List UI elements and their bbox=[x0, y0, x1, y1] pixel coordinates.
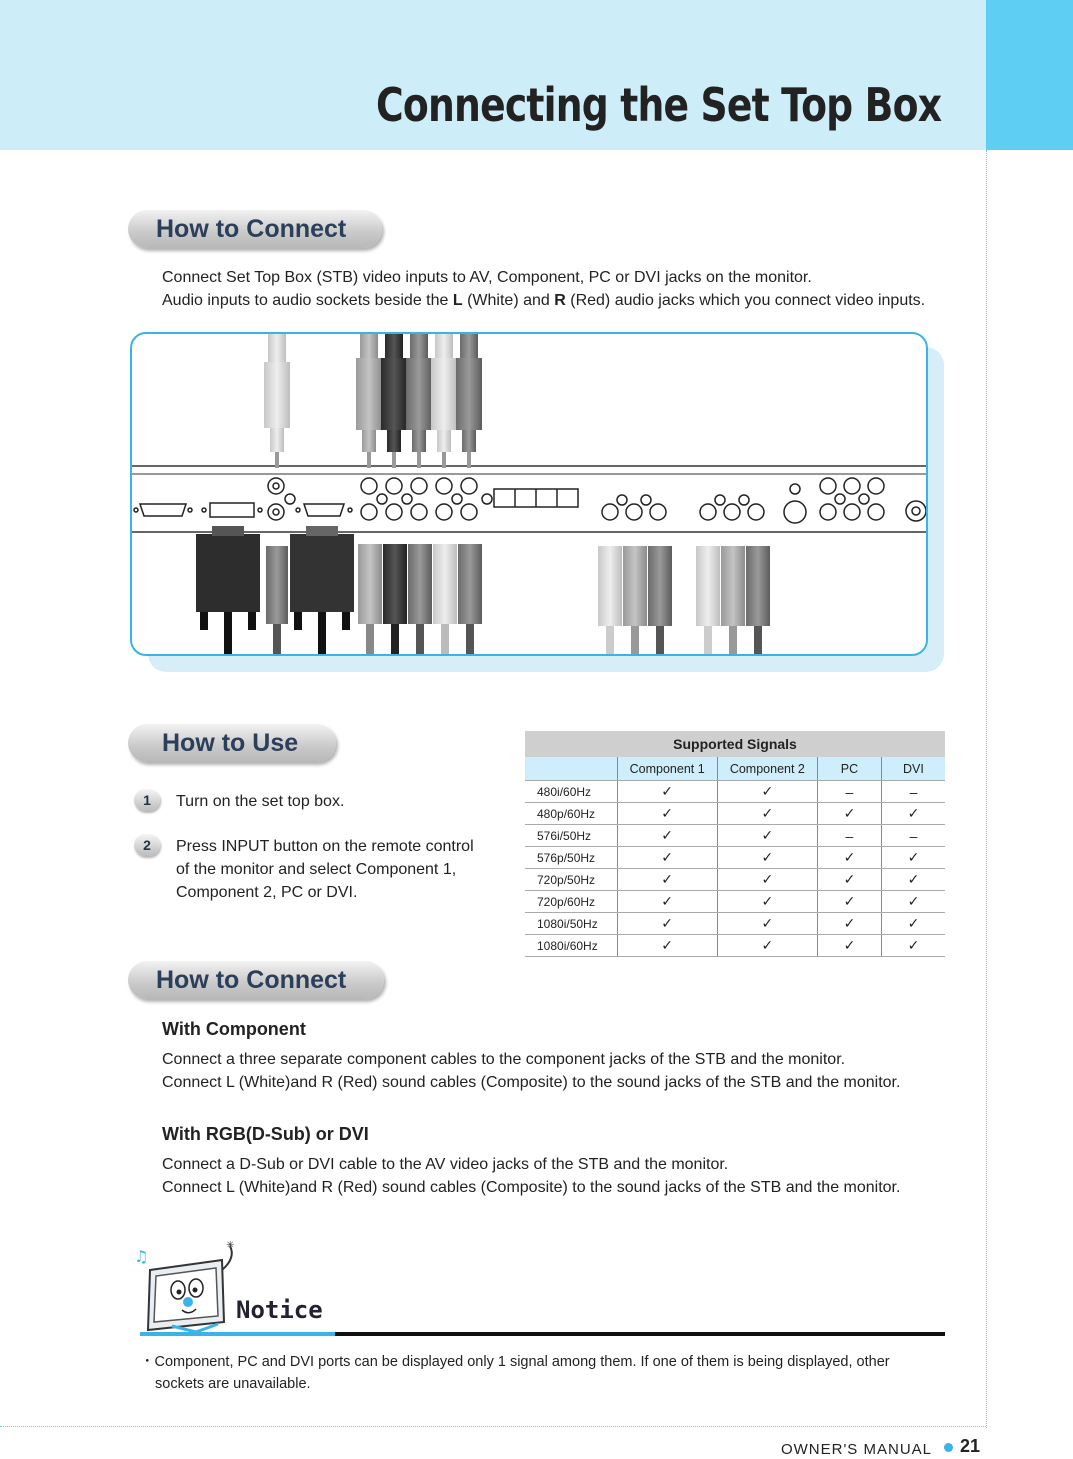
table-row: 576i/50Hz ✓ ✓ – – bbox=[525, 825, 945, 847]
table-row: 1080i/50Hz ✓ ✓ ✓ ✓ bbox=[525, 913, 945, 935]
table-row: 720p/50Hz ✓ ✓ ✓ ✓ bbox=[525, 869, 945, 891]
supported-signals-table bbox=[525, 731, 945, 957]
top-plugs bbox=[264, 334, 482, 468]
table-title: Supported Signals bbox=[525, 731, 945, 757]
svg-text:♫: ♫ bbox=[134, 1247, 149, 1266]
col-dvi: DVI bbox=[881, 757, 945, 781]
svg-text:✳: ✳ bbox=[226, 1240, 235, 1251]
bullet-icon: ・ bbox=[140, 1354, 155, 1370]
connection-diagram bbox=[130, 332, 928, 656]
table-row: 576p/50Hz ✓ ✓ ✓ ✓ bbox=[525, 847, 945, 869]
connection-diagram-illustration bbox=[132, 334, 928, 656]
table-row: 1080i/60Hz ✓ ✓ ✓ ✓ bbox=[525, 935, 945, 957]
with-rgb-text: Connect a D-Sub or DVI cable to the AV video jacks of the STB and the monitor. Connect L (White)and R (Red) sound cables (Composite) to the sound jacks of the STB and the monitor. bbox=[162, 1156, 901, 1196]
footer-manual: OWNER'S MANUAL bbox=[780, 1441, 932, 1458]
table-row: 480p/60Hz ✓ ✓ ✓ ✓ bbox=[525, 803, 945, 825]
page-title: Connecting the Set Top Box bbox=[375, 78, 941, 132]
with-rgb-title: With RGB(D-Sub) or DVI bbox=[162, 1124, 369, 1144]
step-2-text: Press INPUT button on the remote control of the monitor and select Component 1, Component 2, PC or DVI. bbox=[176, 838, 474, 901]
connect-intro-line1: Connect Set Top Box (STB) video inputs to AV, Component, PC or DVI jacks on the monitor. bbox=[162, 269, 812, 286]
table-row: 720p/60Hz ✓ ✓ ✓ ✓ bbox=[525, 891, 945, 913]
how-to-use-heading: How to Use bbox=[128, 724, 336, 762]
how-to-connect-heading: How to Connect bbox=[128, 210, 382, 248]
header-tab bbox=[986, 0, 1073, 150]
how-to-connect-heading-2: How to Connect bbox=[128, 961, 384, 999]
col-component1: Component 1 bbox=[617, 757, 717, 781]
step-1-number: 1 bbox=[134, 789, 160, 811]
step-2-number: 2 bbox=[134, 834, 160, 856]
step-1-text: Turn on the set top box. bbox=[176, 793, 345, 810]
col-pc: PC bbox=[817, 757, 881, 781]
bottom-plugs bbox=[196, 526, 770, 656]
with-component-title: With Component bbox=[162, 1019, 306, 1039]
notice-divider bbox=[335, 1332, 945, 1336]
table-row: 480i/60Hz ✓ ✓ – – bbox=[525, 781, 945, 803]
notice-text: ・Component, PC and DVI ports can be displayed only 1 signal among them. If one of them is being displayed, other sockets are unavailable. bbox=[140, 1354, 890, 1392]
page-number: 21 bbox=[960, 1436, 981, 1456]
connect-intro-line2: Audio inputs to audio sockets beside the L (White) and R (Red) audio jacks which you connect video inputs. bbox=[162, 292, 926, 309]
notice-label: Notice bbox=[236, 1296, 323, 1324]
notice-divider-accent bbox=[140, 1332, 336, 1336]
margin-guide-vertical bbox=[986, 150, 987, 1428]
connect-intro bbox=[162, 266, 925, 312]
with-component-text: Connect a three separate component cables to the component jacks of the STB and the monitor. Connect L (White)and R (Red) sound cables (Composite) to the sound jacks of the STB and the monitor. bbox=[162, 1051, 901, 1091]
footer-dot-icon bbox=[944, 1443, 953, 1452]
margin-guide-horizontal bbox=[0, 1426, 986, 1427]
col-component2: Component 2 bbox=[717, 757, 817, 781]
notice-mascot-icon bbox=[132, 1240, 242, 1336]
